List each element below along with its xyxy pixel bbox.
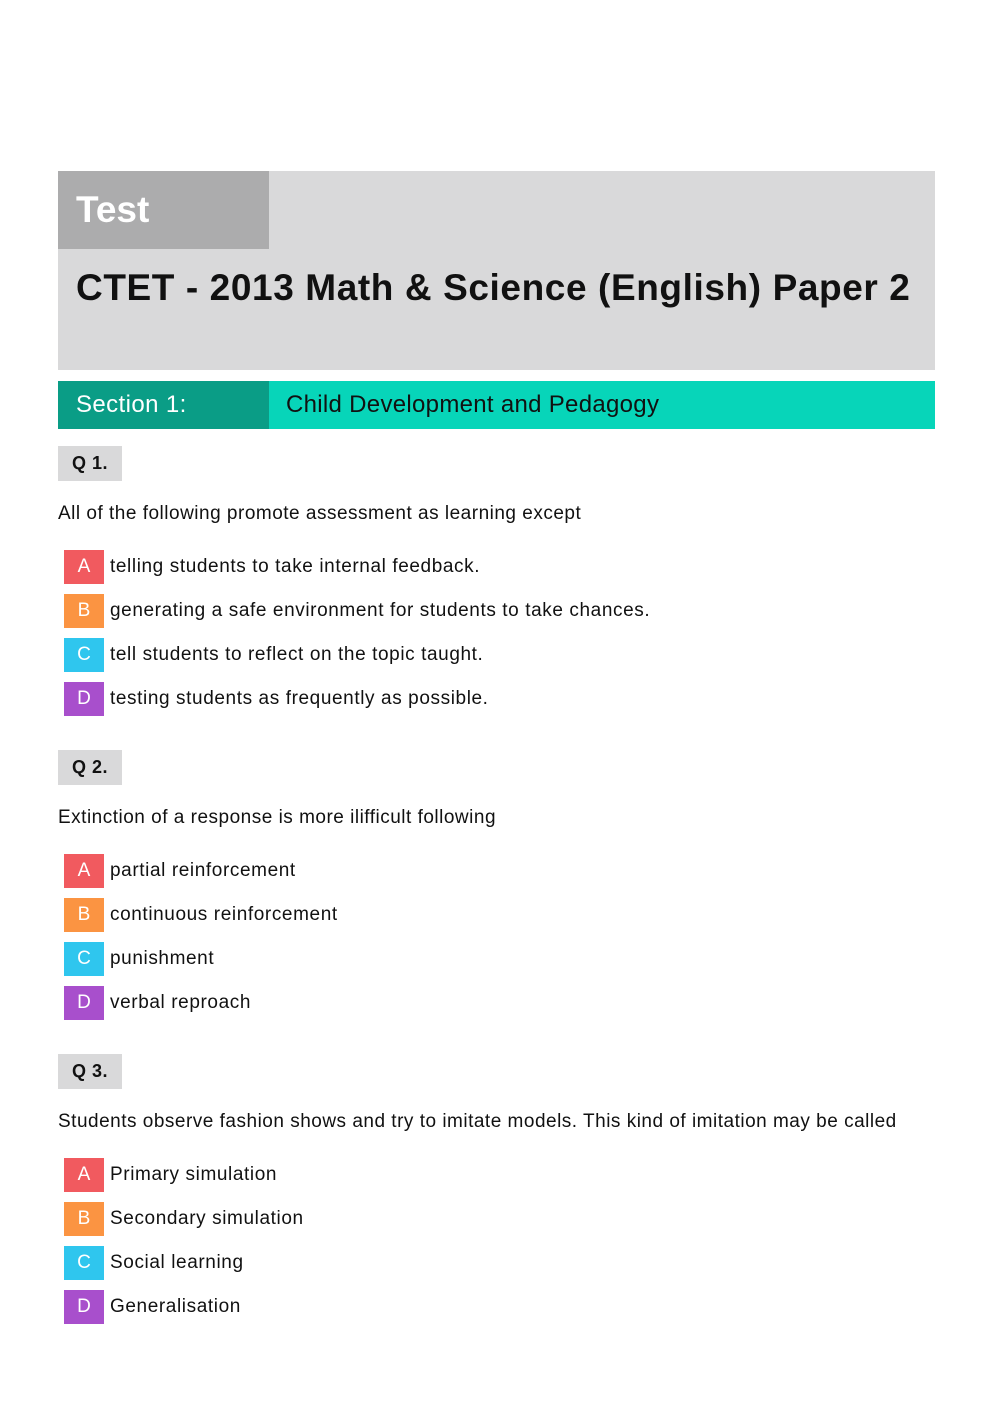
option-text: Generalisation	[110, 1295, 241, 1317]
option-c[interactable]	[64, 637, 935, 672]
option-letter-b: B	[64, 898, 104, 932]
option-letter-a: A	[64, 854, 104, 888]
option-letter-d: D	[64, 1290, 104, 1324]
option-letter-d: D	[64, 986, 104, 1020]
option-letter-d: D	[64, 682, 104, 716]
option-list	[58, 1157, 935, 1324]
option-letter-c: C	[64, 1246, 104, 1280]
option-a[interactable]	[64, 549, 935, 584]
option-list	[58, 853, 935, 1020]
option-text: continuous reinforcement	[110, 903, 338, 925]
option-text: generating a safe environment for students to take chances.	[110, 599, 651, 621]
question-number: Q 3.	[58, 1054, 122, 1089]
option-text: partial reinforcement	[110, 859, 296, 881]
option-c[interactable]	[64, 1245, 935, 1280]
option-text: Secondary simulation	[110, 1207, 304, 1229]
option-d[interactable]	[64, 681, 935, 716]
option-b[interactable]	[64, 1201, 935, 1236]
option-b[interactable]	[64, 593, 935, 628]
section-label: Section 1:	[58, 381, 269, 429]
option-d[interactable]	[64, 1289, 935, 1324]
option-letter-c: C	[64, 638, 104, 672]
section-bar	[58, 381, 935, 429]
option-a[interactable]	[64, 1157, 935, 1192]
option-text: tell students to reflect on the topic taught.	[110, 643, 484, 665]
test-paper	[58, 171, 935, 1317]
option-text: Social learning	[110, 1251, 244, 1273]
option-letter-c: C	[64, 942, 104, 976]
option-text: verbal reproach	[110, 991, 252, 1013]
question-3	[58, 1054, 935, 1333]
option-letter-a: A	[64, 550, 104, 584]
question-text: All of the following promote assessment as learning except	[58, 503, 582, 524]
test-header	[58, 171, 935, 370]
question-text: Extinction of a response is more ilifficult following	[58, 807, 497, 828]
option-text: punishment	[110, 947, 215, 969]
question-number: Q 1.	[58, 446, 122, 481]
paper-title: CTET - 2013 Math & Science (English) Paper 2	[76, 267, 911, 308]
question-1	[58, 446, 935, 725]
option-d[interactable]	[64, 985, 935, 1020]
question-number: Q 2.	[58, 750, 122, 785]
question-text: Students observe fashion shows and try to imitate models. This kind of imitation may be called	[58, 1111, 897, 1132]
option-c[interactable]	[64, 941, 935, 976]
option-b[interactable]	[64, 897, 935, 932]
option-a[interactable]	[64, 853, 935, 888]
option-text: Primary simulation	[110, 1163, 278, 1185]
question-2	[58, 750, 935, 1029]
option-letter-b: B	[64, 1202, 104, 1236]
option-letter-a: A	[64, 1158, 104, 1192]
option-text: telling students to take internal feedback.	[110, 555, 481, 577]
section-name: Child Development and Pedagogy	[286, 391, 660, 418]
test-label: Test	[58, 171, 269, 249]
option-letter-b: B	[64, 594, 104, 628]
option-list	[58, 549, 935, 716]
option-text: testing students as frequently as possible.	[110, 687, 489, 709]
